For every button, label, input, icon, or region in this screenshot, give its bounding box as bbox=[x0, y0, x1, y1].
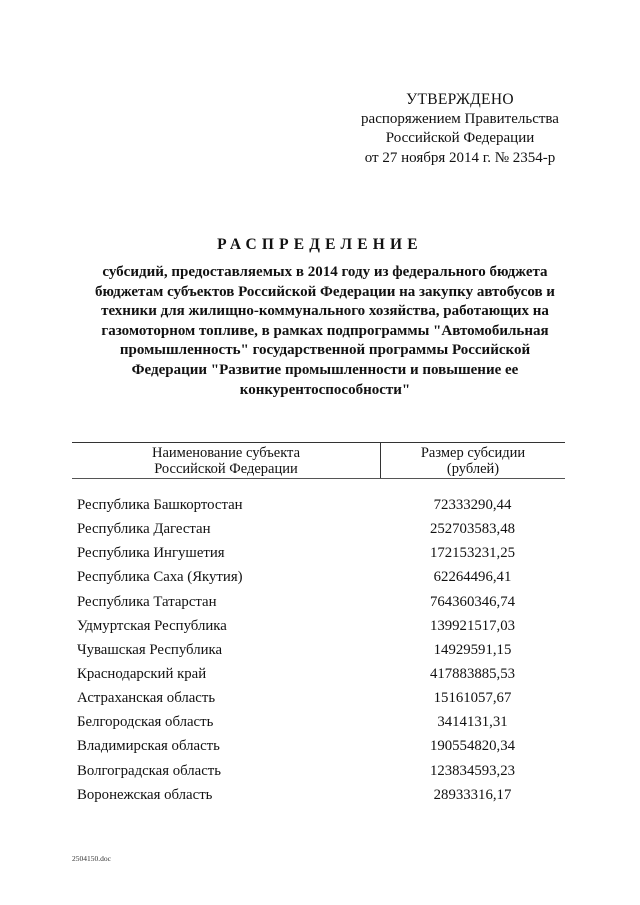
region-cell: Республика Ингушетия bbox=[77, 545, 225, 562]
region-cell: Республика Татарстан bbox=[77, 593, 217, 610]
amount-cell: 252703583,48 bbox=[429, 521, 516, 538]
table-row bbox=[72, 638, 565, 662]
header-region-line1: Наименование субъекта bbox=[151, 445, 301, 461]
table-row bbox=[72, 493, 565, 517]
approval-heading: УТВЕРЖДЕНО bbox=[406, 91, 514, 108]
subtitle-line: промышленность" государственной программы Российской bbox=[119, 342, 531, 359]
table-body bbox=[72, 493, 565, 807]
table-row bbox=[72, 614, 565, 638]
table-row bbox=[72, 662, 565, 686]
amount-cell: 123834593,23 bbox=[429, 762, 516, 779]
region-cell: Республика Дагестан bbox=[77, 521, 211, 538]
header-region-line2: Российской Федерации bbox=[154, 461, 298, 477]
region-cell: Белгородская область bbox=[77, 714, 214, 731]
region-cell: Краснодарский край bbox=[77, 665, 207, 682]
table-row bbox=[72, 565, 565, 589]
header-amount-line2: (рублей) bbox=[446, 461, 500, 477]
footer-filename: 2504150.doc bbox=[72, 854, 111, 863]
amount-cell: 764360346,74 bbox=[429, 593, 516, 610]
amount-cell: 139921517,03 bbox=[429, 617, 516, 634]
table-row bbox=[72, 541, 565, 565]
region-cell: Удмуртская Республика bbox=[77, 617, 227, 634]
table-row bbox=[72, 710, 565, 734]
header-region bbox=[72, 443, 381, 478]
table-header bbox=[72, 442, 565, 479]
subtitle-line: техники для жилищно-коммунального хозяйства, работающих на bbox=[101, 303, 549, 320]
table-row bbox=[72, 759, 565, 783]
amount-cell: 190554820,34 bbox=[429, 738, 516, 755]
document-title: РАСПРЕДЕЛЕНИЕ bbox=[217, 236, 423, 253]
region-cell: Воронежская область bbox=[77, 786, 213, 803]
header-amount-line1: Размер субсидии bbox=[420, 445, 526, 461]
region-cell: Чувашская Республика bbox=[77, 641, 223, 658]
amount-cell: 172153231,25 bbox=[429, 545, 516, 562]
subtitle-line: конкурентоспособности" bbox=[239, 381, 411, 398]
table-row bbox=[72, 783, 565, 807]
subtitle-line: бюджетам субъектов Российской Федерации на закупку автобусов и bbox=[95, 283, 555, 300]
amount-cell: 72333290,44 bbox=[433, 497, 512, 513]
amount-cell: 15161057,67 bbox=[433, 690, 512, 707]
region-cell: Астраханская область bbox=[77, 690, 216, 707]
region-cell: Республика Башкортостан bbox=[77, 497, 243, 513]
amount-cell: 28933316,17 bbox=[433, 786, 512, 803]
approval-line: Российской Федерации bbox=[385, 130, 535, 146]
approval-date-number: от 27 ноября 2014 г. № 2354-р bbox=[364, 149, 556, 166]
header-amount bbox=[381, 443, 565, 478]
subsidy-table bbox=[72, 442, 565, 807]
region-cell: Республика Саха (Якутия) bbox=[77, 569, 243, 586]
region-cell: Волгоградская область bbox=[77, 762, 222, 779]
amount-cell: 3414131,31 bbox=[437, 714, 508, 731]
table-row bbox=[72, 517, 565, 541]
subtitle-line: субсидий, предоставляемых в 2014 году из федерального бюджета bbox=[102, 264, 548, 280]
subtitle-line: Федерации "Развитие промышленности и повышение ее bbox=[131, 361, 519, 378]
amount-cell: 417883885,53 bbox=[429, 665, 516, 682]
approval-stamp bbox=[330, 90, 590, 168]
table-row bbox=[72, 734, 565, 758]
region-cell: Владимирская область bbox=[77, 738, 220, 755]
approval-line: распоряжением Правительства bbox=[361, 110, 559, 127]
table-row bbox=[72, 590, 565, 614]
table-row bbox=[72, 686, 565, 710]
document-subtitle bbox=[80, 263, 570, 400]
amount-cell: 14929591,15 bbox=[433, 641, 512, 658]
subtitle-line: газомоторном топливе, в рамках подпрограммы "Автомобильная bbox=[101, 322, 549, 339]
amount-cell: 62264496,41 bbox=[433, 569, 512, 586]
